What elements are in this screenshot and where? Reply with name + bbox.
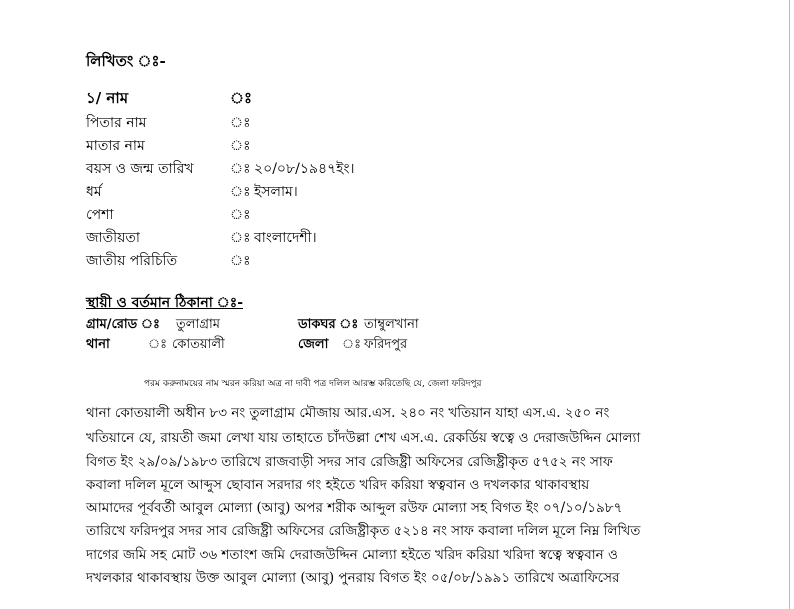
village-label-text: গ্রাম/রোড ঃ	[86, 317, 160, 332]
field-label: ধর্ম	[86, 184, 102, 200]
paragraph-line: বিগত ইং ২৯/০৯/১৯৮৩ তারিখে রাজবাড়ী সদর সাব রেজিষ্ট্রী অফিসের রেজিষ্ট্রীকৃত ৫৭৫২ নং সাফ	[86, 454, 613, 470]
paragraph-line: খতিয়ানে যে, রায়তী জমা লেখা যায় তাহাতে চাঁদউল্লা শেখ এস.এ. রেকর্ডিয় স্বত্বে ও দেরাজউদ্দিন মোল্যা	[86, 430, 641, 446]
field-label: পিতার নাম	[86, 115, 147, 131]
field-value: ইসলাম।	[254, 184, 298, 200]
district-label-text: জেলা	[298, 337, 329, 352]
field-colon: ঃ	[230, 89, 253, 107]
village-label	[86, 315, 160, 336]
field-value: বাংলাদেশী।	[254, 230, 317, 246]
post-office-label	[298, 315, 358, 336]
paragraph-line: কবালা দলিল মূলে আব্দুস ছোবান সরদার গং হইতে খরিদ করিয়া স্বত্ববান ও দখলকার থাকাবস্থায়	[86, 477, 590, 493]
post-office-value: তাম্বুলখানা	[364, 317, 419, 332]
paragraph-line: পরম করুনাময়ের নাম স্মরন করিয়া অত্র না দাবী পত্র দলিল আরম্ভ করিতেছি যে, জেলা ফরিদপুর	[144, 379, 482, 389]
thana-value: কোতয়ালী	[172, 337, 225, 352]
field-colon: ঃ	[230, 115, 251, 131]
thana-label	[86, 335, 110, 356]
field-label: বয়স ও জন্ম তারিখ	[86, 161, 194, 177]
thana-colon: ঃ	[148, 337, 168, 352]
field-colon: ঃ	[230, 138, 251, 154]
page-edge-line	[789, 0, 790, 609]
field-colon: ঃ	[230, 230, 251, 246]
field-colon: ঃ	[230, 207, 251, 223]
district-value: ফরিদপুর	[364, 337, 408, 352]
district-colon: ঃ	[342, 337, 362, 352]
field-label: ১/ নাম	[86, 89, 129, 107]
address-section-title: স্থায়ী ও বর্তমান ঠিকানা ঃ-	[86, 295, 244, 311]
paragraph-line: দাগের জমি সহ মোট ৩৬ শতাংশ জমি দেরাজউদ্দিন মোল্যা হইতে খরিদ করিয়া খরিদা স্বত্বে স্বত্ববান ও	[86, 547, 618, 563]
post-office-label-text: ডাকঘর ঃ	[298, 317, 359, 332]
field-colon: ঃ	[230, 161, 251, 177]
paragraph-line: দখলকার থাকাবস্থায় উক্ত আবুল মোল্যা (আবু) পুনরায় বিগত ইং ০৫/০৮/১৯৯১ তারিখে অত্রাফিসের	[86, 570, 620, 586]
document-heading: লিখিতং ঃ-	[86, 52, 166, 70]
field-value: ২০/০৮/১৯৪৭ইং।	[254, 161, 355, 177]
paragraph-line: তারিখে ফরিদপুর সদর সাব রেজিষ্ট্রী অফিসের রেজিষ্ট্রীকৃত ৫২১৪ নং সাফ কবালা দলিল মূলে নিম্ন লিখিত	[86, 523, 641, 539]
field-label: পেশা	[86, 207, 114, 223]
district-label	[298, 335, 328, 356]
paragraph-line: আমাদের পূর্ববর্তী আবুল মোল্যা (আবু) অপর শরীক আব্দুল রউফ মোল্যা সহ বিগত ইং ০৭/১০/১৯৮৭	[86, 500, 623, 516]
paragraph-line: থানা কোতয়ালী অধীন ৮৩ নং তুলাগ্রাম মৌজায় আর.এস. ২৪০ নং খতিয়ান যাহা এস.এ. ২৫০ নং	[86, 405, 610, 421]
field-colon: ঃ	[230, 253, 251, 269]
field-label: মাতার নাম	[86, 138, 145, 154]
field-colon: ঃ	[230, 184, 251, 200]
field-label: জাতীয়তা	[86, 230, 140, 246]
thana-label-text: থানা	[86, 337, 110, 352]
field-label: জাতীয় পরিচিতি	[86, 253, 178, 269]
village-value: তুলাগ্রাম	[176, 317, 220, 332]
